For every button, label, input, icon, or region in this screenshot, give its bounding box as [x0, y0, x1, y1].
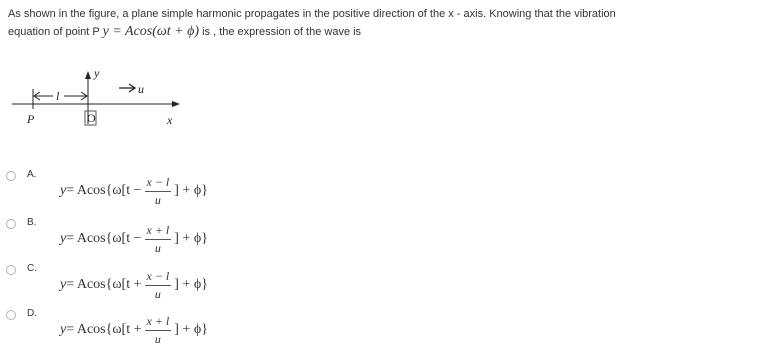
- question-line-1: As shown in the figure, a plane simple harmonic propagates in the positive direction of the x - axis. Knowing that the vibration: [8, 8, 616, 20]
- option-c-mid: = Acos{ω[t +: [66, 277, 142, 292]
- option-b-lhs: y: [60, 231, 67, 246]
- option-c[interactable]: [6, 262, 646, 308]
- distance-label: l: [56, 89, 60, 103]
- fraction-bar: [145, 239, 172, 240]
- option-d-fraction: [145, 315, 172, 346]
- option-b-radio[interactable]: [6, 219, 16, 229]
- option-b-letter: B.: [27, 217, 37, 228]
- option-a-radio[interactable]: [6, 171, 16, 181]
- option-d-mid: = Acos{ω[t +: [66, 322, 142, 337]
- option-c-radio[interactable]: [6, 265, 16, 275]
- option-a-numerator: x − l: [146, 174, 170, 189]
- option-b[interactable]: [6, 216, 646, 262]
- question-prefix: equation of point P: [8, 26, 100, 38]
- option-d[interactable]: [6, 307, 646, 353]
- fraction-bar: [145, 330, 172, 331]
- origin-label: O: [87, 111, 96, 125]
- option-c-tail: ] + ϕ}: [174, 277, 208, 292]
- option-a-formula: [60, 168, 208, 214]
- option-d-radio[interactable]: [6, 310, 16, 320]
- option-a-denominator: u: [154, 192, 161, 207]
- x-axis-arrow: [172, 101, 180, 107]
- option-c-fraction: [145, 270, 172, 301]
- option-b-tail: ] + ϕ}: [174, 231, 208, 246]
- option-b-numerator: x + l: [146, 222, 170, 237]
- option-d-numerator: x + l: [146, 313, 170, 328]
- equation-rest: = Acos(ωt + ϕ): [108, 24, 200, 39]
- option-c-formula: [60, 262, 208, 308]
- option-a-tail: ] + ϕ}: [174, 183, 208, 198]
- option-a[interactable]: [6, 168, 646, 214]
- x-axis-label: x: [167, 113, 173, 127]
- option-b-formula: [60, 216, 208, 262]
- option-d-letter: D.: [27, 308, 37, 319]
- option-c-letter: C.: [27, 263, 37, 274]
- option-a-letter: A.: [27, 169, 37, 180]
- equation-y: y: [102, 24, 109, 39]
- y-axis-arrow: [85, 71, 91, 79]
- wave-figure: [10, 62, 190, 132]
- option-a-mid: = Acos{ω[t −: [66, 183, 142, 198]
- point-equation: [103, 24, 199, 39]
- fraction-bar: [145, 191, 172, 192]
- option-d-denominator: u: [154, 331, 161, 346]
- option-d-formula: [60, 307, 208, 353]
- option-d-lhs: y: [60, 322, 67, 337]
- option-a-lhs: y: [60, 183, 67, 198]
- question-suffix: is , the expression of the wave is: [202, 26, 362, 38]
- fraction-bar: [145, 285, 172, 286]
- option-b-denominator: u: [154, 240, 161, 255]
- option-c-denominator: u: [154, 286, 161, 301]
- question-line-2: [8, 25, 361, 39]
- option-c-numerator: x − l: [146, 268, 170, 283]
- option-a-fraction: [145, 176, 172, 207]
- wave-speed-label: u: [138, 82, 144, 96]
- option-d-tail: ] + ϕ}: [174, 322, 208, 337]
- option-b-mid: = Acos{ω[t −: [66, 231, 142, 246]
- option-b-fraction: [145, 224, 172, 255]
- option-c-lhs: y: [60, 277, 67, 292]
- point-p-label: P: [27, 112, 35, 126]
- y-axis-label: y: [94, 66, 100, 80]
